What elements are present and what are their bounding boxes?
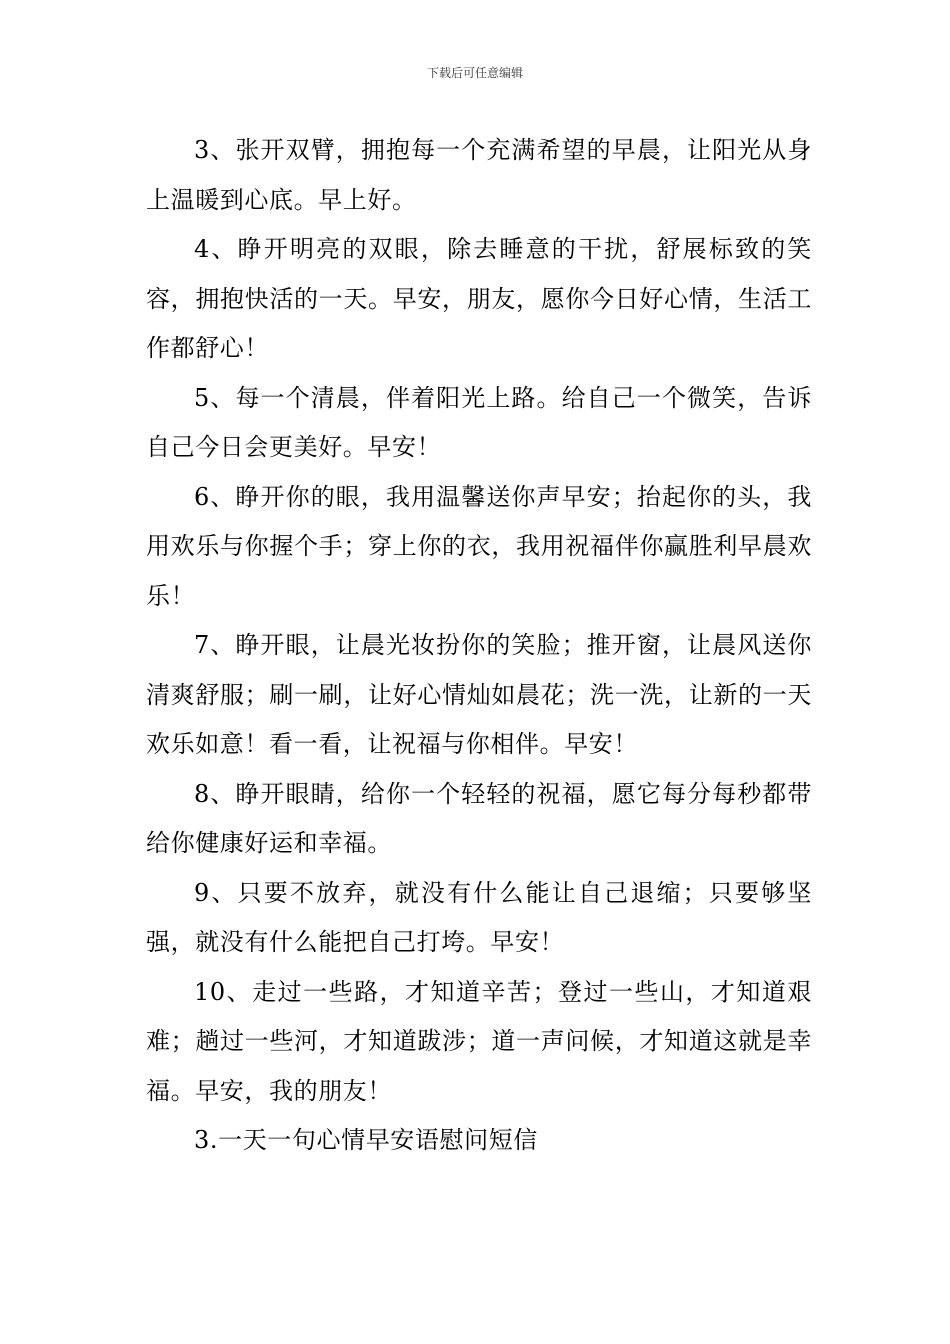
- paragraph-6: 6、睁开你的眼，我用温馨送你声早安；抬起你的头，我用欢乐与你握个手；穿上你的衣，我用祝福伴你赢胜利早晨欢乐！: [146, 482, 812, 610]
- section-heading: 3.一天一句心情早安语慰问短信: [194, 1126, 538, 1154]
- paragraph-5: 5、每一个清晨，伴着阳光上路。给自己一个微笑，告诉自己今日会更美好。早安！: [146, 383, 812, 461]
- page-header: 下载后可任意编辑: [426, 66, 523, 80]
- document-body: [146, 126, 812, 1166]
- paragraph-9: 9、只要不放弃，就没有什么能让自己退缩；只要够坚强，就没有什么能把自己打垮。早安！: [146, 878, 812, 956]
- paragraph-4: 4、睁开明亮的双眼，除去睡意的干扰，舒展标致的笑容，拥抱快活的一天。早安，朋友，愿你今日好心情，生活工作都舒心！: [146, 235, 812, 362]
- paragraph-8: 8、睁开眼睛，给你一个轻轻的祝福，愿它每分每秒都带给你健康好运和幸福。: [146, 779, 812, 857]
- paragraph-3: 3、张开双臂，拥抱每一个充满希望的早晨，让阳光从身上温暖到心底。早上好。: [146, 136, 812, 214]
- paragraph-10: 10、走过一些路，才知道辛苦；登过一些山，才知道艰难；趟过一些河，才知道跋涉；道一声问候，才知道这就是幸福。早安，我的朋友！: [146, 977, 812, 1105]
- paragraph-7: 7、睁开眼，让晨光妆扮你的笑脸；推开窗，让晨风送你清爽舒服；刷一刷，让好心情灿如晨花；洗一洗，让新的一天欢乐如意！看一看，让祝福与你相伴。早安！: [146, 631, 812, 758]
